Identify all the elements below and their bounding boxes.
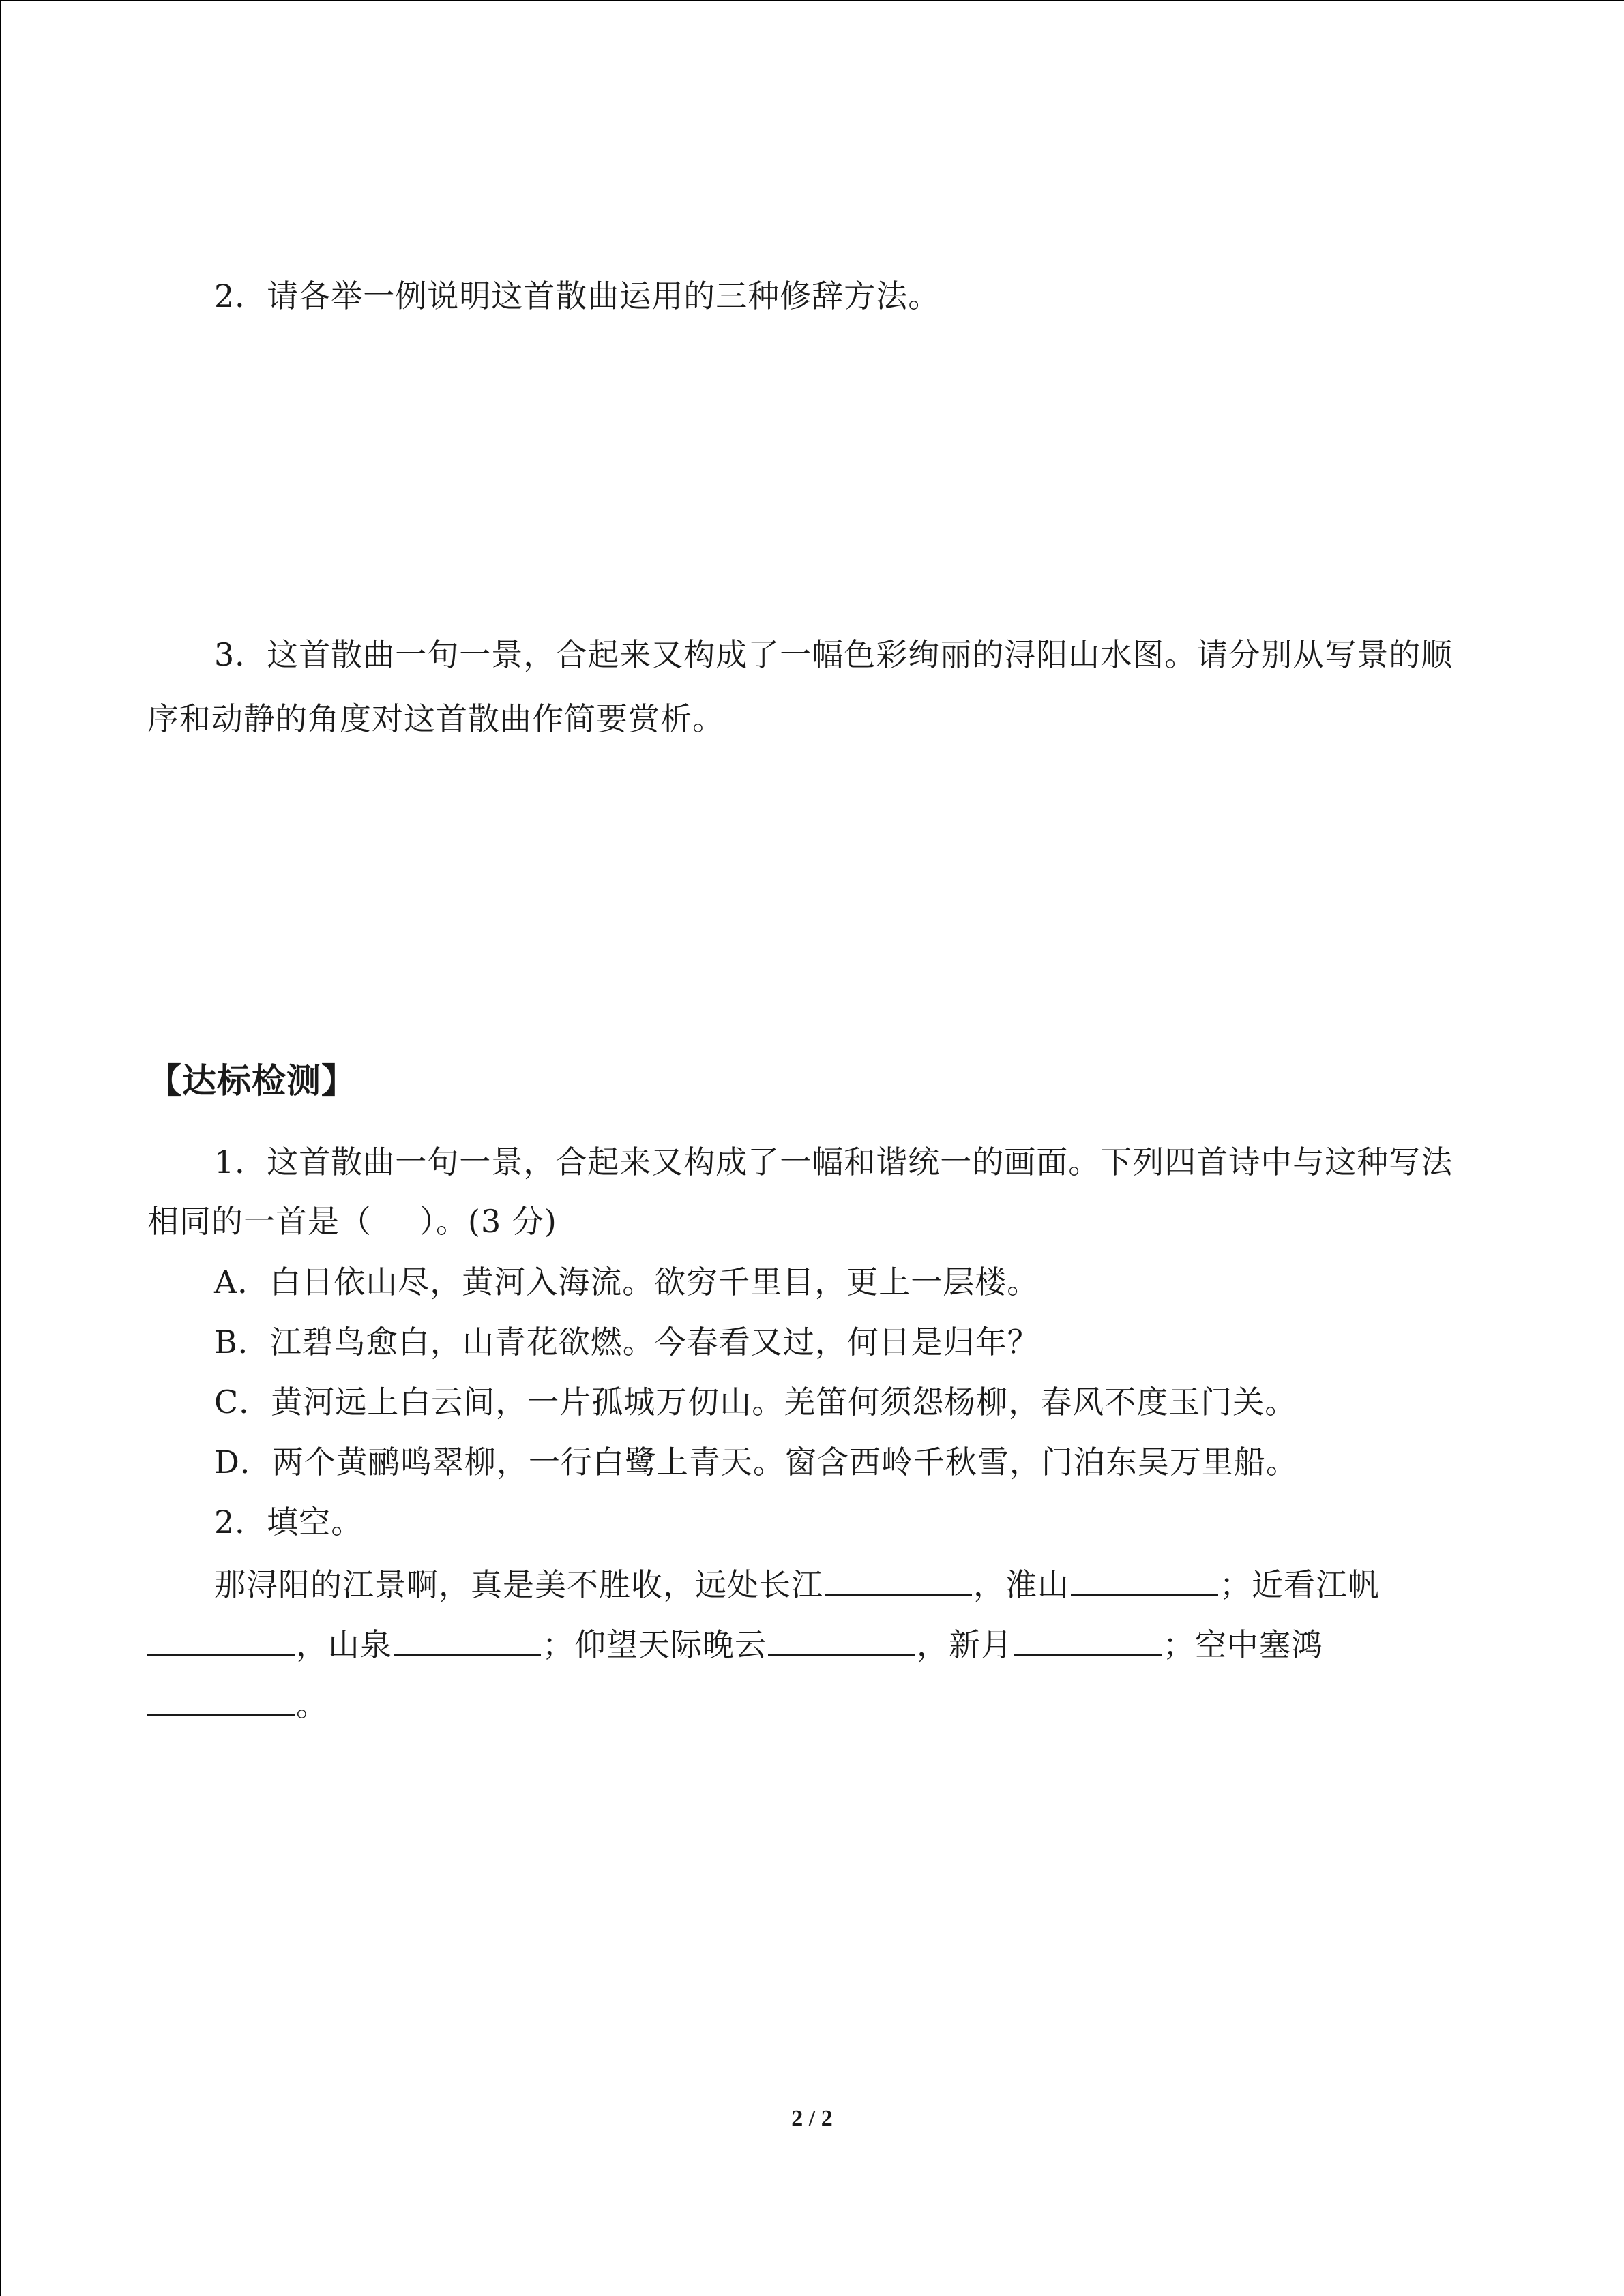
blank-evening-cloud[interactable] (768, 1627, 915, 1656)
blank-sail[interactable] (147, 1627, 295, 1656)
fill-text-2c: ；仰望天际晚云 (542, 1626, 767, 1663)
fill-in-line-3 (147, 1686, 328, 1723)
test-question-1-line-1: 1．这首散曲一句一景，合起来又构成了一幅和谐统一的画面。下列四首诗中与这种写法 (214, 1144, 1453, 1180)
question-3-line-2: 序和动静的角度对这首散曲作简要赏析。 (147, 700, 724, 737)
section-title: 【达标检测】 (147, 1061, 356, 1101)
answer-paren-open: 相同的一首是（ (147, 1203, 372, 1240)
fill-text-2e: ；空中塞鸿 (1163, 1626, 1323, 1663)
blank-new-moon[interactable] (1014, 1627, 1162, 1656)
fill-text-1c: ；近看江帆 (1220, 1566, 1380, 1603)
fill-text-2d: ，新月 (917, 1626, 1013, 1663)
blank-huaishan[interactable] (1071, 1567, 1218, 1596)
question-2: 2．请各举一例说明这首散曲运用的三种修辞方法。 (214, 278, 941, 314)
option-c: C．黄河远上白云间，一片孤城万仞山。羌笛何须怨杨柳，春风不度玉门关。 (214, 1384, 1297, 1420)
blank-yangtze[interactable] (825, 1567, 972, 1596)
fill-text-1b: ，淮山 (973, 1566, 1069, 1603)
fill-text-2b: ，山泉 (296, 1626, 392, 1663)
fill-in-line-2 (147, 1626, 1323, 1663)
option-d: D．两个黄鹂鸣翠柳，一行白鹭上青天。窗含西岭千秋雪，门泊东吴万里船。 (214, 1444, 1298, 1480)
option-b: B．江碧鸟愈白，山青花欲燃。今春看又过，何日是归年？ (214, 1324, 1039, 1360)
page-number: 2 / 2 (791, 2106, 833, 2131)
option-a: A．白日依山尽，黄河入海流。欲穷千里目，更上一层楼。 (214, 1264, 1039, 1300)
blank-wild-geese[interactable] (147, 1687, 295, 1716)
answer-paren-close: ）。(3 分) (419, 1203, 557, 1240)
blank-spring[interactable] (394, 1627, 541, 1656)
test-question-1-line-2 (147, 1203, 557, 1240)
question-3-line-1: 3．这首散曲一句一景，合起来又构成了一幅色彩绚丽的浔阳山水图。请分别从写景的顺 (214, 636, 1453, 673)
fill-text-3-end: 。 (296, 1686, 328, 1723)
fill-text-1a: 那浔阳的江景啊，真是美不胜收，远处长江 (214, 1566, 823, 1603)
test-question-2-label: 2．填空。 (214, 1504, 364, 1540)
fill-in-line-1 (214, 1566, 1380, 1603)
